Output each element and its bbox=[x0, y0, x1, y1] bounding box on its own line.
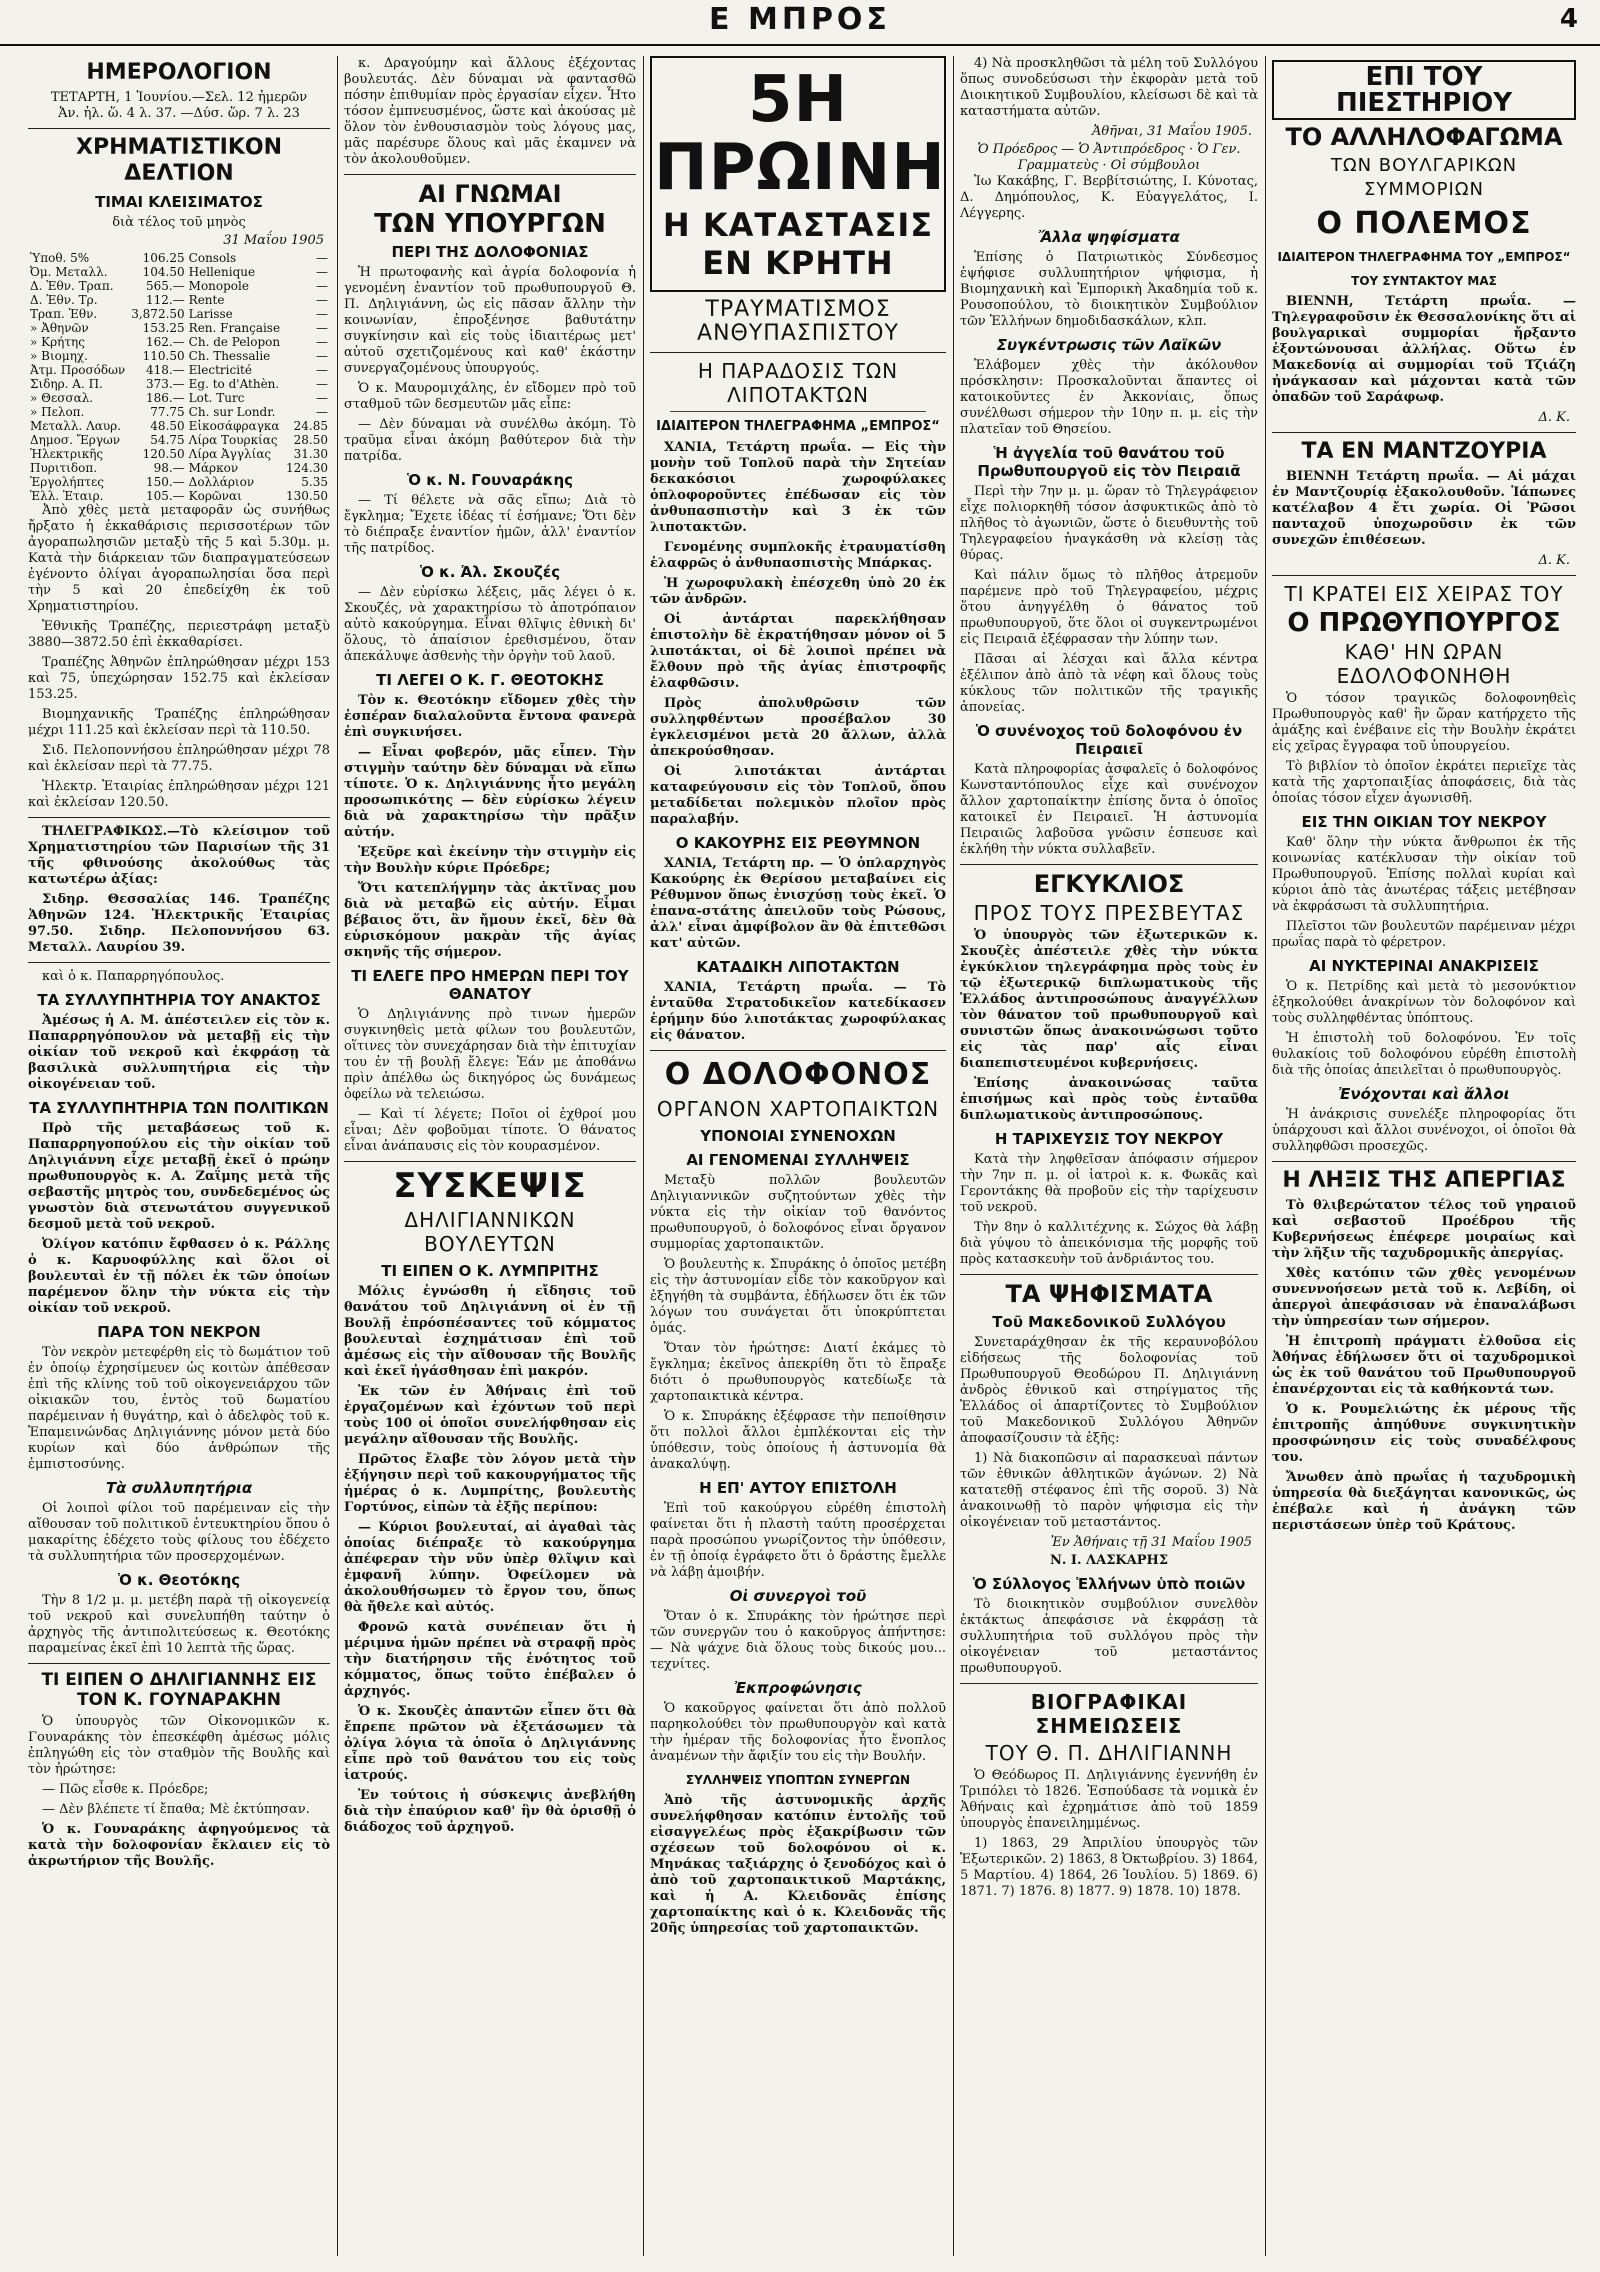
section-heading: ΣΥΛΛΗΨΕΙΣ ΥΠΟΠΤΩΝ ΣΥΝΕΡΓΩΝ bbox=[685, 1773, 911, 1787]
rate-name: Δημοσ. Ἔργων bbox=[30, 433, 121, 447]
section-subheading: ΤΩΝ ΒΟΥΛΓΑΡΙΚΩΝ ΣΥΜΜΟΡΙΩΝ bbox=[1330, 155, 1518, 200]
paragraph: — Δὲν εὑρίσκω λέξεις, μᾶς λέγει ὁ κ. Σκουζές, νὰ χαρακτηρίσω τὸ ἀποτρόπαιον αὐτὸ κακούργημα. Εἶναι θλῖψις ἐθνικὴ δι' ὅλους, τὸ ἀπαίσιον ἐρεθισμένου, ὅταν ἀπεκάλυψε ἀσθενὴς τὴν ὀργὴν τοῦ λαοῦ. bbox=[344, 585, 636, 664]
masthead bbox=[0, 0, 1600, 46]
section-heading: ΚΑΤΑΔΙΚΗ ΛΙΠΟΤΑΚΤΩΝ bbox=[696, 958, 900, 976]
telegram-label: ΤΟΥ ΣΥΝΤΑΚΤΟΥ ΜΑΣ bbox=[1351, 274, 1497, 288]
section-subheading: ΔΗΛΙΓΙΑΝΝΙΚΩΝ ΒΟΥΛΕΥΤΩΝ bbox=[404, 1208, 576, 1256]
rate-value: 105.— bbox=[145, 489, 185, 503]
paragraph: Ὁ κ. Σκουζὲς ἀπαντῶν εἶπεν ὅτι θὰ ἔπρεπε πρῶτον νὰ ἐξετάσωμεν τὰ ὀλίγα λόγια τὰ ὁποῖα ὁ Δηλιγιάννης εἶπε πρὸ τοῦ θανάτου του εἰς τοὺς ἰατρούς. bbox=[344, 1704, 636, 1783]
section-heading: Ἄλλα ψηφίσματα bbox=[1038, 228, 1180, 246]
paragraph: 4) Νὰ προσκληθῶσι τὰ μέλη τοῦ Συλλόγου ὅπως συνοδεύσωσι τὴν ἐκφορὰν μετὰ τοῦ Διοικητικοῦ Συμβουλίου, κλείσωσι δὲ καὶ τὰ καταστήματα αὐτῶν. bbox=[960, 56, 1258, 119]
paragraph: Οἱ λιποτάκται ἀντάρται καταφεύγουσιν εἰς τὸν Τοπλοῦ, ὅπου μεταδίδεται πολεμικὸν πλοῖον πρὸς παραλαβήν. bbox=[650, 764, 946, 827]
rate-row bbox=[28, 363, 330, 377]
section-heading: ΣΥΣΚΕΨΙΣ bbox=[393, 1166, 587, 1206]
rate-value: — bbox=[316, 307, 328, 321]
rate-row bbox=[28, 293, 330, 307]
column-3 bbox=[650, 56, 946, 2256]
paragraph: Ὁ τόσον τραγικῶς δολοφονηθεὶς Πρωθυπουργὸς καθ' ἣν ὥραν κατήρχετο τῆς ἁμάξης καὶ ἐνέβαινε εἰς τὴν Βουλὴν ἐκράτει εἰς χεῖρας ἔγγραφα τοῦ ὑπουργείου. bbox=[1272, 691, 1576, 754]
section-banner: ΕΠΙ ΤΟΥ ΠΙΕΣΤΗΡΙΟΥ bbox=[1272, 60, 1576, 120]
rate-name: Ἠλεκτρικῆς bbox=[30, 447, 104, 461]
paragraph: Ὁ Δηλιγιάννης πρὸ τινων ἡμερῶν συγκινηθεὶς μετὰ φίλων του βουλευτῶν, οἵτινες τὸν συνεχάρησαν διὰ τὴν ἐπιτυχίαν του ἐν τῇ βουλῇ ἔλεγε: Ἐάν με ἀποθάνω πρὶν ἀπέλθω ὡς δικηγόρος ὡς δυνάμεως ὀφείλω νὰ τελειώσω. bbox=[344, 1007, 636, 1102]
headline-main: 5Η ΠΡΩΙΝΗ bbox=[654, 63, 946, 205]
column-1 bbox=[28, 56, 330, 2256]
section-heading: ΑΙ ΝΥΚΤΕΡΙΝΑΙ ΑΝΑΚΡΙΣΕΙΣ bbox=[1309, 957, 1539, 975]
rate-row bbox=[28, 419, 330, 433]
section-heading: Η ΤΑΡΙΧΕΥΣΙΣ ΤΟΥ ΝΕΚΡΟΥ bbox=[994, 1130, 1224, 1148]
rate-name: Ἐργολήπτες bbox=[30, 475, 104, 489]
rate-value: — bbox=[316, 405, 328, 419]
section-subheading: ΤΙ ΕΙΠΕΝ Ο Κ. ΛΥΜΠΡΙΤΗΣ bbox=[381, 1262, 599, 1280]
rate-value: 98.— bbox=[153, 461, 185, 475]
divider bbox=[1272, 432, 1576, 433]
paragraph: Ὁ ὑπουργὸς τῶν ἐξωτερικῶν κ. Σκουζὲς ἀπέστειλε χθὲς τὴν νύκτα ἐγκύκλιον τηλεγράφημα πρὸς τοὺς ἐν τῷ ἐξωτερικῷ διπλωματικοὺς τῆς Ἑλλάδος ἀντιπροσώπους ἀναγγέλλων τὸν θάνατον τοῦ πρωθυπουργοῦ καὶ συνιστῶν ὅπως ἀνακοινώσωσι τοῦτο εἰς τὰς παρ' αἷς εἶναι διαπεπιστευμένοι κυβερνήσεις. bbox=[960, 928, 1258, 1071]
section-heading: Ὁ κ. Ἀλ. Σκουζές bbox=[419, 563, 561, 581]
paragraph: 1) Νὰ διακοπῶσιν αἱ παρασκευαὶ πάντων τῶν ἐθνικῶν ἀθλητικῶν ἀγώνων. 2) Νὰ κατατεθῇ στέφανος ἐπὶ τῆς σοροῦ. 3) Νὰ ἀνακοινωθῇ τὸ παρὸν ψήφισμα εἰς τὴν οἰκογένειαν τοῦ μεταστάντος. bbox=[960, 1451, 1258, 1530]
rate-value: 112.— bbox=[145, 293, 185, 307]
section-heading: Ο ΚΑΚΟΥΡΗΣ ΕΙΣ ΡΕΘΥΜΝΟΝ bbox=[675, 834, 921, 852]
paragraph: Ἐπίσης ὁ Πατριωτικὸς Σύνδεσμος ἐψήφισε συλλυπητήριον ψήφισμα, ἡ Βιομηχανικὴ καὶ Ἐμπορικὴ Ἀκαδημία τοῦ κ. Ρουσοπούλου, τὸ διοικητικὸν Συμβούλιον τῶν Ἑλλήνων δημοδιδασκάλων, κλπ. bbox=[960, 250, 1258, 329]
newspaper-title: Ε ΜΠΡΟΣ bbox=[709, 2, 891, 37]
rate-row bbox=[28, 335, 330, 349]
rate-value: — bbox=[316, 251, 328, 265]
paragraph: Ἐπίσης ἀνακοινώσας ταῦτα ἐπισήμως καὶ πρὸς τοὺς ἐνταῦθα διπλωματικοὺς ἀντιπροσώπους. bbox=[960, 1076, 1258, 1123]
rate-row bbox=[28, 475, 330, 489]
divider bbox=[28, 962, 330, 963]
section-heading: Ο ΔΟΛΟΦΟΝΟΣ bbox=[664, 1057, 932, 1092]
paragraph: Οἱ λοιποὶ φίλοι τοῦ παρέμειναν εἰς τὴν αἴθουσαν τοῦ πολιτικοῦ ἐντευκτηρίου ὅπου ὁ μακαρίτης ἐδέχετο τοὺς φίλους του ἐδέχετο τὰ συλλυπητήρια τῶν προσερχομένων. bbox=[28, 1501, 330, 1564]
section-heading: Η ΛΗΞΙΣ ΤΗΣ ΑΠΕΡΓΙΑΣ bbox=[1282, 1168, 1566, 1193]
rate-name: Larisse bbox=[188, 307, 233, 321]
paragraph: Ὁ κ. Ρουμελιώτης ἐκ μέρους τῆς ἐπιτροπῆς ἀπηύθυνε συγκινητικὴν προσφώνησιν εἰς τοὺς συναδέλφους του. bbox=[1272, 1402, 1576, 1465]
section-subheading: ΥΠΟΝΟΙΑΙ ΣΥΝΕΝΟΧΩΝ bbox=[700, 1127, 896, 1145]
paragraph: — Δὲν βλέπετε τί ἔπαθα; Μὲ ἐκτύπησαν. bbox=[42, 1802, 310, 1817]
paragraph: Ἀπὸ τῆς ἀστυνομικῆς ἀρχῆς συνελήφθησαν κατόπιν ἐντολῆς τοῦ εἰσαγγελέως πρὸς ἐξακρίβωσιν τῶν σχέσεων τοῦ δολοφόνου οἱ κ. Μηνάκας ταξιάρχης ὁ ξενοδόχος καὶ ὁ ἀπὸ τοῦ χαρτοπαικτικοῦ Μαρτάκης, καὶ ἡ Α. Κλειδονᾶς ἐπίσης χαρτοπαίκτης καὶ ὁ κ. Κλειδονᾶς τῆς 20ῆς ὑπηρεσίας τοῦ χαρτοπαικτῶν. bbox=[650, 1793, 946, 1936]
paragraph: Ἡ ἐπιστολὴ τοῦ δολοφόνου. Ἐν τοῖς θυλακίοις τοῦ δολοφόνου εὑρέθη ἐπιστολὴ διὰ τῆς ὁποίας ἀπειλεῖται ὁ πρωθυπουργὸς. bbox=[1272, 1031, 1576, 1078]
paragraph: Ὁ κ. Μαυρομιχάλης, ἐν εἴδομεν πρὸ τοῦ σταθμοῦ τῶν δεσμευτῶν μᾶς εἶπε: bbox=[344, 381, 636, 412]
rate-row bbox=[28, 265, 330, 279]
rate-name: Λίρα Ἀγγλίας bbox=[188, 447, 272, 461]
section-heading: ΕΙΣ ΤΗΝ ΟΙΚΙΑΝ ΤΟΥ ΝΕΚΡΟΥ bbox=[1301, 813, 1547, 831]
paragraph: Ἡ ἀνάκρισις συνελέξε πληροφορίας ὅτι ὑπάρχουσι καὶ ἄλλοι συνένοχοι, οἱ ὁποῖοι θὰ συλληφθῶσι προσεχῶς. bbox=[1272, 1107, 1576, 1154]
section-subheading: ΠΡΟΣ ΤΟΥΣ ΠΡΕΣΒΕΥΤΑΣ bbox=[973, 901, 1245, 925]
divider bbox=[650, 352, 946, 353]
paragraph: Πλεῖστοι τῶν βουλευτῶν παρέμειναν μέχρι πρωΐας παρὰ τὸ φέρετρον. bbox=[1272, 919, 1576, 950]
rate-value: — bbox=[316, 265, 328, 279]
rate-value: — bbox=[316, 321, 328, 335]
rate-row bbox=[28, 349, 330, 363]
paragraph: Ὁ Θεόδωρος Π. Δηλιγιάννης ἐγεννήθη ἐν Τριπόλει τὸ 1826. Ἐσπούδασε τὰ νομικὰ ἐν Ἀθήναις καὶ ἐχρημάτισε ἀπὸ τοῦ 1859 ὑπουργὸς ἐπανειλημμένως. bbox=[960, 1768, 1258, 1831]
rate-name: Ὑποθ. 5% bbox=[30, 251, 90, 265]
page-number: 4 bbox=[1559, 4, 1578, 34]
rate-value: — bbox=[316, 293, 328, 307]
section-heading: Τὰ συλλυπητήρια bbox=[105, 1479, 253, 1497]
paragraph: Πρῶτος ἔλαβε τὸν λόγον μετὰ τὴν ἐξήγησιν περὶ τοῦ κακουργήματος τῆς ἡμέρας ὁ κ. Λυμπρίτης, βουλευτὴς Γορτύνος, εἰπὼν τὰ ἐξῆς περίπου: bbox=[344, 1452, 636, 1515]
section-subheading: Τοῦ Μακεδονικοῦ Συλλόγου bbox=[992, 1313, 1226, 1331]
rate-name: Lot. Turc bbox=[188, 391, 245, 405]
paragraph: Ὅταν τὸν ἠρώτησε: Διατί ἐκάμες τὸ ἔγκλημα; ἐκεῖνος ἀπεκρίθη ὅτι τὸ ἔπραξε διότι ὁ πρωθυπουργὸς κατεδίωξε τὰ χαρτοπαικτικὰ κέντρα. bbox=[650, 1341, 946, 1404]
paragraph: Κατὰ πληροφορίας ἀσφαλεῖς ὁ δολοφόνος Κωνσταντόπουλος εἶχε καὶ συνένοχον ἄλλον χαρτοπαίκτην ἐπίσης ὄντα ὁ ὁποῖος κατοικεῖ ἐν Πειραιεῖ. Ἡ ἀστυνομία Πειραιῶς λαβοῦσα γνῶσιν ἐσπευσε καὶ ἐκλήθη τὴν νύκτα συλλαβεῖν. bbox=[960, 762, 1258, 857]
finance-subtitle-2: διὰ τέλος τοῦ μηνὸς bbox=[112, 215, 246, 230]
rate-value: 106.25 bbox=[142, 251, 185, 265]
rate-name: Ch. Thessalie bbox=[188, 349, 271, 363]
divider bbox=[960, 1683, 1258, 1684]
rate-value: 54.75 bbox=[150, 433, 185, 447]
rate-value: — bbox=[316, 335, 328, 349]
rate-name: Consols bbox=[188, 251, 237, 265]
paragraph: Γενομένης συμπλοκῆς ἐτραυματίσθη ἐλαφρῶς ὁ ἀνθυπασπιστὴς Μπάρκας. bbox=[650, 540, 946, 571]
rate-name: Ch. de Pelopon bbox=[188, 335, 281, 349]
rate-name: Εἰκοσάφραγκα bbox=[188, 419, 280, 433]
lead-story-heading bbox=[650, 56, 946, 292]
rate-name: Rente bbox=[188, 293, 225, 307]
rate-name: Ren. Française bbox=[188, 321, 281, 335]
section-heading: Ο ΠΡΩΘΥΠΟΥΡΓΟΣ bbox=[1287, 608, 1561, 638]
rate-name: Δολλάριον bbox=[188, 475, 255, 489]
section-heading: Ὁ κ. Θεοτόκης bbox=[117, 1571, 241, 1589]
paragraph: Ἐθνικῆς Τραπέζης, περιεστράφη μεταξὺ 3880—3872.50 ἐπὶ ἐκκαθαρίσει. bbox=[28, 619, 330, 650]
byline: Δ. Κ. bbox=[1538, 553, 1570, 568]
paragraph: ΒΙΕΝΝΗ Τετάρτη πρωΐα. — Αἱ μάχαι ἐν Μαντζουρίᾳ ἐξακολουθοῦν. Ἱάπωνες κατέλαβον 4 ἔτι χωρία. Οἱ Ῥῶσοι πανταχοῦ ὑποχωροῦσιν ἐκ τῶν συνεχῶν ἐπιθέσεων. bbox=[1272, 469, 1576, 548]
section-heading: ΑΙ ΓΝΩΜΑΙ bbox=[418, 180, 562, 208]
rate-name: » Πελοπ. bbox=[30, 405, 85, 419]
divider bbox=[960, 1274, 1258, 1275]
paragraph: Ὁ ὑπουργὸς τῶν Οἰκονομικῶν κ. Γουναράκης τὸν ἐπεσκέφθη ἀμέσως μόλις ἐπληγώθη εἰς τὸν σταθμὸν τῆς Βουλῆς καὶ τὸν ἠρώτησε: bbox=[28, 1714, 330, 1777]
column-4 bbox=[960, 56, 1258, 2256]
paragraph: Περὶ τὴν 7ην μ. μ. ὥραν τὸ Τηλεγράφειον εἶχε πολιορκηθῆ τόσον ἀσφυκτικῶς ἀπὸ τὸ πλῆθος τὸ ἀγωνιῶν, ὥστε ὁ διευθυντὴς τοῦ Τηλεγραφείου ἠναγκάσθη νὰ κλείσῃ τὰς θύρας. bbox=[960, 484, 1258, 563]
paragraph: — Εἶναι φοβερόν, μᾶς εἶπεν. Τὴν στιγμὴν ταύτην δὲν δύναμαι νὰ εἴπω τίποτε. Ὁ κ. Δηλιγιάννης ἦτο μεγάλη προσωπικότης — δὲν εὑρίσκω λέγειν διὰ νὰ χαρακτηρίσω τὴν πρᾶξιν αὐτήν. bbox=[344, 745, 636, 840]
telegraph-body: Σιδηρ. Θεσσαλίας 146. Τραπέζης Ἀθηνῶν 124. Ἠλεκτρικῆς Ἐταιρίας 97.50. Σιδηρ. Πελοποννήσου 63. Μεταλλ. Λαυρίου 39. bbox=[28, 892, 330, 955]
section-heading: ΤΩΝ ΥΠΟΥΡΓΩΝ bbox=[374, 209, 606, 239]
section-heading: ΤΑ ΣΥΛΛΥΠΗΤΗΡΙΑ ΤΟΥ ΑΝΑΚΤΟΣ bbox=[37, 991, 321, 1009]
divider bbox=[28, 128, 330, 129]
headline-sub: Η ΠΑΡΑΔΟΣΙΣ ΤΩΝ ΛΙΠΟΤΑΚΤΩΝ bbox=[697, 359, 899, 407]
paragraph: ΧΑΝΙΑ, Τετάρτη πρωΐα. — Εἰς τὴν μονὴν τοῦ Τοπλοῦ παρὰ τὴν Σητείαν δεκακόσιοι χωροφύλακες ὁπλοφοροῦντες ἐπέδωσαν εἰς τὸν ἀνθυπασπιστὴν καὶ 3 ἐκ τῶν λιποτακτῶν. bbox=[650, 440, 946, 535]
section-heading: ΠΑΡΑ ΤΟΝ ΝΕΚΡΟΝ bbox=[97, 1323, 261, 1341]
divider bbox=[344, 174, 636, 175]
paragraph: Ἀπὸ χθὲς μετὰ μεταφορᾶν ὡς συνήθως ἤρξατο ἡ ἐκκαθάρισις περισσοτέρων τῶν ἀγοραπωλησιῶν μεταξὺ τῆς 5 καὶ 5.30μ. μ. Κατὰ τὴν διάρκειαν τῶν διαπραγματεύσεων ἐγένοντο ὀλίγαι ἀγοραπωλησίαι ὅσα περὶ τὴν 5 καὶ 20 ἐπεδείχθη ἐκ τοῦ Χρηματιστηρίου. bbox=[28, 503, 330, 614]
paragraph: Βιομηχανικῆς Τραπέζης ἐπληρώθησαν μέχρι 111.25 καὶ ἐκλείσαν περὶ τὰ 110.50. bbox=[28, 707, 330, 738]
section-heading: ΤΑ ΨΗΦΙΣΜΑΤΑ bbox=[1005, 1280, 1213, 1308]
paragraph: καὶ ὁ κ. Παπαρρηγόπουλος. bbox=[42, 969, 225, 984]
paragraph: Πρὸς ἀπολυθρῶσιν τῶν συλληφθέντων προσέβαλον 30 ἐγκλεισμένοι μετὰ 20 ἄλλων, ἀλλὰ ἀπεκρούσθησαν. bbox=[650, 696, 946, 759]
divider bbox=[28, 817, 330, 818]
paragraph: Τὸ βιβλίον τὸ ὁποῖον ἐκράτει περιεῖχε τὰς κατὰ τῆς χαρτοπαιξίας ἀποφάσεις, διὰ τὰς ὁποίας τόσον εἶχεν ἀγωνισθῆ. bbox=[1272, 759, 1576, 806]
signature: Ν. Ι. ΛΑΣΚΑΡΗΣ bbox=[1049, 1553, 1169, 1568]
dateline: Ἐν Ἀθήναις τῇ 31 Μαΐου 1905 bbox=[1050, 1535, 1252, 1550]
rate-name: Τραπ. Ἐθν. bbox=[30, 307, 98, 321]
rate-value: — bbox=[316, 279, 328, 293]
paragraph: Ἀμέσως ἡ Α. Μ. ἀπέστειλεν εἰς τὸν κ. Παπαρρηγόπουλον νὰ μεταβῇ εἰς τὴν οἰκίαν τοῦ νεκροῦ καὶ ἐκφράσῃ τὰ βασιλικὰ συλλυπητήρια εἰς τὴν οἰκογένειαν τοῦ. bbox=[28, 1013, 330, 1092]
paragraph: Ὁ κακοῦργος φαίνεται ὅτι ἀπὸ πολλοῦ παρηκολούθει τὸν πρωθυπουργὸν καὶ κατὰ τὴν ἡμέραν τῆς δολοφονίας ἦτο ἔνοπλος ἀναμένων τὴν ἄφιξίν του εἰς τὴν Βουλήν. bbox=[650, 1701, 946, 1764]
paragraph: 1) 1863, 29 Ἀπριλίου ὑπουργὸς τῶν Ἐξωτερικῶν. 2) 1863, 8 Ὀκτωβρίου. 3) 1864, 5 Μαρτίου. 4) 1864, 26 Ἰουλίου. 5) 1869. 6) 1871. 7) 1876. 8) 1877. 9) 1878. 10) 1878. bbox=[960, 1836, 1258, 1899]
section-heading: Ὁ συνένοχος τοῦ δολοφόνου ἐν Πειραιεῖ bbox=[975, 722, 1243, 758]
finance-date: 31 Μαΐου 1905 bbox=[223, 233, 324, 248]
paragraph: Ὅταν ὁ κ. Σπυράκης τὸν ἠρώτησε περὶ τῶν συνεργῶν του ὁ κακοῦργος ἀπήντησε: — Νὰ ψάχνε διὰ ὅλους τοὺς δικούς μου... τεχνίτες. bbox=[650, 1609, 946, 1672]
rate-row bbox=[28, 489, 330, 503]
rate-value: 3,872.50 bbox=[131, 307, 185, 321]
rate-row bbox=[28, 377, 330, 391]
column-rule bbox=[953, 56, 954, 2256]
headline-sub: ΤΡΑΥΜΑΤΙΣΜΟΣ ΑΝΘΥΠΑΣΠΙΣΤΟΥ bbox=[697, 297, 899, 346]
paragraph: Ἄνωθεν ἀπὸ πρωΐας ἡ ταχυδρομικὴ ὑπηρεσία θὰ διεξάγηται κανονικῶς, ὡς ἐπέβαλε καὶ ἡ ἀνάγκη τῶν περιστάσεων ὑπὲρ τοῦ Κράτους. bbox=[1272, 1470, 1576, 1533]
rate-name: Μεταλλ. Λαυρ. bbox=[30, 419, 122, 433]
rate-row bbox=[28, 251, 330, 265]
column-rule bbox=[643, 56, 644, 2256]
rates-table bbox=[28, 251, 330, 503]
rate-name: Δ. Ἐθν. Τραπ. bbox=[30, 279, 114, 293]
dateline: Ἀθῆναι, 31 Μαΐου 1905. bbox=[1092, 124, 1252, 139]
section-heading: ΤΙ ΚΡΑΤΕΙ ΕΙΣ ΧΕΙΡΑΣ ΤΟΥ bbox=[1284, 582, 1564, 606]
paragraph: — Δὲν δύναμαι νὰ συνέλθω ἀκόμη. Τὸ τραῦμα εἶναι ἀκόμη βαθύτερον διὰ τὴν πατρίδα. bbox=[344, 417, 636, 464]
column-5 bbox=[1272, 56, 1576, 2256]
rate-name: Πυριτιδοπ. bbox=[30, 461, 98, 475]
headline: Η ΚΑΤΑΣΤΑΣΙΣ ΕΝ ΚΡΗΤΗ bbox=[662, 206, 934, 282]
rate-value: 5.35 bbox=[301, 475, 328, 489]
rate-name: Monopole bbox=[188, 279, 249, 293]
paragraph: Καὶ πάλιν ὅμως τὸ πλῆθος ἀτρεμοῦν παρέμενε πρὸ τοῦ Τηλεγραφείου, μέχρις ὅτου ἀνηγγέλθη ὁ θάνατος τοῦ πρωθυπουργοῦ, ὅτε ὅλοι οἱ συγκεντρωμένοι εἰς Πειραιᾶ ἐξέφρασαν τὴν λύπην των. bbox=[960, 568, 1258, 647]
paragraph: Χθὲς κατόπιν τῶν χθὲς γενομένων συνεννοήσεων μετὰ τοῦ κ. Λεβίδη, οἱ ἀπεργοὶ ἀπεφάσισαν νὰ ἐπαναλάβωσι τὴν ὑπηρεσίαν των σήμερον. bbox=[1272, 1266, 1576, 1329]
section-subheading: ΠΕΡΙ ΤΗΣ ΔΟΛΟΦΟΝΙΑΣ bbox=[391, 243, 589, 261]
rate-value: 104.50 bbox=[142, 265, 185, 279]
rate-value: 28.50 bbox=[293, 433, 328, 447]
telegram-label: ΙΔΙΑΙΤΕΡΟΝ ΤΗΛΕΓΡΑΦΗΜΑ „ΕΜΠΡΟΣ“ bbox=[656, 419, 940, 434]
paragraph: Καθ' ὅλην τὴν νύκτα ἄνθρωποι ἐκ τῆς κοινωνίας κατέκλυσαν τὴν οἰκίαν τοῦ Πρωθυπουργοῦ. Ἐπίσης πολλαὶ κυρίαι καὶ κύριοι ἀπὸ τὰς ἀνωτέρας τάξεις μετέβησαν νὰ ἐκφράσωσι τὰ συλλυπητήρια. bbox=[1272, 835, 1576, 914]
paragraph: Φρονῶ κατὰ συνέπειαν ὅτι ἡ μέριμνα ἡμῶν πρέπει νὰ στραφῇ πρὸς τὴν διατήρησιν τῆς ἑνότητος τοῦ κόμματος, ὅπως τοῦτο ἐπέβαλεν ὁ ἀρχηγός. bbox=[344, 1620, 636, 1699]
paragraph: Μεταξὺ πολλῶν βουλευτῶν Δηλιγιαννικῶν συζητούντων χθὲς τὴν νύκτα εἰς τὴν οἰκίαν τοῦ θανόντος πρωθυπουργοῦ, ὁ δολοφόνος εἶναι ὄργανον συμμορίας χαρτοπαικτῶν. bbox=[650, 1173, 946, 1252]
paragraph: Συνεταράχθησαν ἐκ τῆς κεραυνοβόλου εἰδήσεως τῆς δολοφονίας τοῦ Πρωθυπουργοῦ Θεοδώρου Π. Δηλιγιάννη ἀνδρὸς ἐθνικοῦ καὶ στηρίγματος τῆς Ἑλλάδος οἱ ἀπαρτίζοντες τὸ Συμβούλιον τοῦ Μακεδονικοῦ Συλλόγου Ἀθηνῶν ἀποφασίζουσιν τὰ ἑξῆς: bbox=[960, 1335, 1258, 1446]
rate-name: Ch. sur Londr. bbox=[188, 405, 276, 419]
paragraph: Ὁ κ. Γουναράκης ἀφηγούμενος τὰ κατὰ τὴν δολοφονίαν ἔκλαιεν εἰς τὸ ἀκρωτήριον τῆς Βουλῆς. bbox=[28, 1822, 330, 1869]
rate-row bbox=[28, 279, 330, 293]
column-2 bbox=[344, 56, 636, 2256]
rate-row bbox=[28, 447, 330, 461]
rate-row bbox=[28, 321, 330, 335]
column-rule bbox=[337, 56, 338, 2256]
rate-name: Electricité bbox=[188, 363, 252, 377]
paragraph: Πρὸ τῆς μεταβάσεως τοῦ κ. Παπαρρηγοπούλου εἰς τὴν οἰκίαν τοῦ Δηλιγιάννη εἶχε μεταβῇ ἐκεῖ ὁ πρώην πρωθυπουργὸς κ. Α. Ζαΐμης μετὰ τῆς σεβαστῆς μητρὸς του, συνδεδεμένος ὡς γνωστὸν διὰ στενωτάτου συγγενικοῦ δεσμοῦ μετὰ τοῦ νεκροῦ. bbox=[28, 1121, 330, 1232]
rate-value: 418.— bbox=[145, 363, 185, 377]
paragraph: Ἠλεκτρ. Ἐταιρίας ἐπληρώθησαν μέχρι 121 καὶ ἐκλείσαν 120.50. bbox=[28, 779, 330, 810]
rate-value: 373.— bbox=[145, 377, 185, 391]
rate-value: 162.— bbox=[145, 335, 185, 349]
rate-value: — bbox=[316, 391, 328, 405]
paragraph: κ. Δραγούμην καὶ ἄλλους ἐξέχοντας βουλευτάς. Δὲν δύναμαι νὰ φαντασθῶ πόσην ἐπιθυμίαν πρὸς ἐργασίαν εἶχεν. Ἦτο τόσον ἐμπνευσμένος, ὥστε καὶ ἀκούσας μὲ ὅλον τὸν ἐνθουσιασμὸν τοὺς λόγους μας, μᾶς παρέσυρε ὅλους καὶ μᾶς ἐκαμνεν νὰ τὸν ἀκολουθοῦμεν. bbox=[344, 56, 636, 167]
byline: Δ. Κ. bbox=[1538, 410, 1570, 425]
divider bbox=[28, 1663, 330, 1664]
paragraph: — Πῶς εἶσθε κ. Πρόεδρε; bbox=[42, 1782, 209, 1797]
paragraph: ΧΑΝΙΑ, Τετάρτη πρωΐα. — Τὸ ἐνταῦθα Στρατοδικεῖον κατεδίκασεν ἐρήμην δύο λιποτάκτας χωροφύλακας εἰς θάνατον. bbox=[650, 980, 946, 1043]
rate-name: Eg. to d'Athèn. bbox=[188, 377, 280, 391]
calendar-title: ΗΜΕΡΟΛΟΓΙΟΝ bbox=[86, 60, 272, 85]
rate-value: — bbox=[316, 377, 328, 391]
paragraph: ΧΑΝΙΑ, Τετάρτη πρ. — Ὁ ὁπλαρχηγὸς Κακούρης ἐκ Θερίσου μεταβαίνει εἰς Ρέθυμνον ὅπως ἐνισχύσῃ τοὺς ἐκεῖ. Ὁ ἐπανα-στάτης ἀπειλοῦν τοὺς Ρώσους, ἀλλ' εἶναι ἀμφίβολον ἂν θὰ ἐπιτεθῶσι κατ' αὐτῶν. bbox=[650, 856, 946, 951]
section-heading: Ἡ ἀγγελία τοῦ θανάτου τοῦ Πρωθυπουργοῦ εἰς τὸν Πειραιᾶ bbox=[977, 444, 1241, 480]
rate-row bbox=[28, 391, 330, 405]
divider bbox=[344, 1161, 636, 1162]
divider bbox=[1272, 1161, 1576, 1162]
paragraph: Ἡ ἐπιτροπὴ πράγματι ἐλθοῦσα εἰς Ἀθήνας ἐδήλωσεν ὅτι οἱ ταχυδρομικοὶ ὡς ἐκ τοῦ θανάτου τοῦ Πρωθυπουργοῦ ἐπανέρχονται εἰς τὰ καθήκοντά των. bbox=[1272, 1334, 1576, 1397]
section-heading: ΤΙ ΕΙΠΕΝ Ο ΔΗΛΙΓΙΑΝΝΗΣ ΕΙΣ ΤΟΝ Κ. ΓΟΥΝΑΡΑΚΗΝ bbox=[41, 1670, 317, 1710]
paragraph: Ὀλίγον κατόπιν ἔφθασεν ὁ κ. Ράλλης ὁ κ. Καρυοφύλλης καὶ ὅλοι οἱ βουλευταὶ ἐν τῇ πόλει ἐκ τῶν ὁποίων παρέμενον ὅλην τὴν νύκτα εἰς τὴν οἰκίαν τοῦ νεκροῦ. bbox=[28, 1237, 330, 1316]
rate-name: Κορῶναι bbox=[188, 489, 242, 503]
rate-value: 77.75 bbox=[150, 405, 185, 419]
paragraph: Ἐξεῦρε καὶ ἐκείνην τὴν στιγμὴν εἰς τὴν Βουλὴν κύριε Πρόεδρε; bbox=[344, 845, 636, 876]
calendar-line: ΤΕΤΑΡΤΗ, 1 Ἰουνίου.—Σελ. 12 ἡμερῶν bbox=[50, 90, 308, 105]
section-heading: ΤΟ ΑΛΛΗΛΟΦΑΓΩΜΑ bbox=[1285, 123, 1563, 151]
paragraph: Ἡ χωροφυλακὴ ἐπέσχεθη ὑπὸ 20 ἐκ τῶν ἀνδρῶν. bbox=[650, 576, 946, 607]
paragraph: Ὁ κ. Σπυράκης ἐξέφρασε τὴν πεποίθησιν ὅτι πολλοὶ ἄλλοι ἐμπλέκονται εἰς τὴν ὑπόθεσιν, τοὺς ὁποίους ἡ ἀστυνομία θὰ ἀνακαλύψῃ. bbox=[650, 1409, 946, 1472]
rate-name: Ὀμ. Μεταλλ. bbox=[30, 265, 108, 279]
rate-row bbox=[28, 405, 330, 419]
rate-name: Hellenique bbox=[188, 265, 256, 279]
paragraph: Τραπέζης Ἀθηνῶν ἐπληρώθησαν μέχρι 153 καὶ 75, ὑπεχώρησαν 152.75 καὶ ἐκλείσαν 153.25. bbox=[28, 655, 330, 702]
section-heading: ΤΙ ΕΛΕΓΕ ΠΡΟ ΗΜΕΡΩΝ ΠΕΡΙ ΤΟΥ ΘΑΝΑΤΟΥ bbox=[351, 967, 629, 1003]
rate-name: Ἑλλ. Ἐταιρ. bbox=[30, 489, 104, 503]
section-heading: Ἐκπροφώνησις bbox=[734, 1679, 862, 1697]
paragraph: Ἐπὶ τοῦ κακούργου εὑρέθη ἐπιστολὴ φαίνεται ὅτι ἡ πλαστὴ ταύτη προσέρχεται παρὰ προσώπου γνωρίζοντος τὴν ὑπόθεσιν, ἐν τῇ ὁποίᾳ ἐγράφετο ὅτι ὁ δράστης ἔμελλε νὰ λάβῃ ἀμοιβήν. bbox=[650, 1501, 946, 1580]
rate-value: 150.— bbox=[145, 475, 185, 489]
section-heading: Ο ΠΟΛΕΜΟΣ bbox=[1316, 206, 1532, 241]
section-heading: Οἱ συνεργοὶ τοῦ bbox=[729, 1587, 867, 1605]
rate-value: 31.30 bbox=[293, 447, 328, 461]
column-rule bbox=[1265, 56, 1266, 2256]
rate-name: » Ἀθηνῶν bbox=[30, 321, 89, 335]
rate-value: — bbox=[316, 363, 328, 377]
signatures: Ὁ Πρόεδρος — Ὁ Ἀντιπρόεδρος · Ὁ Γεν. Γραμματεὺς · Οἱ σύμβουλοι bbox=[977, 142, 1241, 173]
rate-name: » Κρήτης bbox=[30, 335, 85, 349]
rate-value: 186.— bbox=[145, 391, 185, 405]
paragraph: — Καὶ τί λέγετε; Ποῖοι οἱ ἐχθροί μου εἶναι; Δὲν φοβοῦμαι τίποτε. Ὁ θάνατος εἶναι ἀνάπαυσις εἰς τὸν κουρασμένον. bbox=[344, 1107, 636, 1154]
rate-value: 48.50 bbox=[150, 419, 185, 433]
rate-name: » Θεσσαλ. bbox=[30, 391, 94, 405]
paragraph: Ὁ κ. Πετρίδης καὶ μετὰ τὸ μεσονύκτιον ἐξηκολούθει ἀνακρίνων τὸν δολοφόνον καὶ τοὺς συλληφθέντας ὑπόπτους. bbox=[1272, 979, 1576, 1026]
paragraph: ΒΙΕΝΝΗ, Τετάρτη πρωΐα. — Τηλεγραφοῦσιν ἐκ Θεσσαλονίκης ὅτι αἱ βουλγαρικαὶ συμμορίαι ἤρξαντο ἐξοντώνουσαι ἀλλήλας. Οὕτω ἐν Μακεδονίᾳ αἱ συμμορίαι τοῦ Τζιάζη ἠνάγκασαν καὶ μάχονται κατὰ τῶν ὀπαδῶν τοῦ Σαράφωφ. bbox=[1272, 294, 1576, 405]
divider bbox=[670, 411, 926, 412]
rate-name: Δ. Ἐθν. Τρ. bbox=[30, 293, 98, 307]
paragraph: Ὁ βουλευτὴς κ. Σπυράκης ὁ ὁποῖος μετέβη εἰς τὴν ἀστυνομίαν εἶδε τὸν κακοῦργον καὶ ἐξηγήθη τὰ συμβάντα, ἐδήλωσεν ὅτι ἐκ τῶν λόγων του συνάγεται ὅτι ὑποκρύπτεται ὁμάς. bbox=[650, 1257, 946, 1336]
divider bbox=[960, 864, 1258, 865]
rate-value: 110.50 bbox=[142, 349, 185, 363]
section-heading: ΕΓΚΥΚΛΙΟΣ bbox=[1033, 870, 1185, 898]
section-heading: Συγκέντρωσις τῶν Λαϊκῶν bbox=[996, 336, 1222, 354]
section-subheading: ΑΙ ΓΕΝΟΜΕΝΑΙ ΣΥΛΛΗΨΕΙΣ bbox=[686, 1151, 910, 1169]
paragraph: Τὴν 8 1/2 μ. μ. μετέβη παρὰ τῇ οἰκογενείᾳ τοῦ νεκροῦ καὶ συνελυπήθη ταύτην ὁ ἀρχηγὸς τῆς ἀντιπολιτεύσεως κ. Θεοτόκης παραμείνας ἐκεῖ ἐπὶ 10 λεπτὰ τῆς ὥρας. bbox=[28, 1593, 330, 1656]
section-heading: ΒΙΟΓΡΑΦΙΚΑΙ ΣΗΜΕΙΩΣΕΙΣ bbox=[1030, 1690, 1188, 1738]
telegram-label: ΙΔΙΑΙΤΕΡΟΝ ΤΗΛΕΓΡΑΦΗΜΑ ΤΟΥ „ΕΜΠΡΟΣ“ bbox=[1277, 250, 1571, 264]
paragraph: Μόλις ἐγνώσθη ἡ εἴδησις τοῦ θανάτου τοῦ Δηλιγιάννη οἱ ἐν τῇ Βουλῇ ἐπρόσπέσαντες τοῦ κόμματος βουλευταὶ ἐσχημάτισαν ἐπὶ τοῦ ἀμέσως εἰς τὴν αἴθουσαν τῆς Βουλῆς καὶ ἐκεῖ ἠγάσθησαν ἐπὶ μακρόν. bbox=[344, 1284, 636, 1379]
finance-title: ΧΡΗΜΑΤΙΣΤΙΚΟΝ ΔΕΛΤΙΟΝ bbox=[76, 135, 282, 186]
divider bbox=[1272, 575, 1576, 576]
calendar-line: Ἀν. ἡλ. ὥ. 4 λ. 37. —Δύσ. ὥρ. 7 λ. 23 bbox=[58, 106, 300, 121]
section-heading: Ὁ Σύλλογος Ἑλλήνων ὑπὸ ποιῶν bbox=[972, 1575, 1246, 1593]
paragraph: — Κύριοι βουλευταί, αἱ ἀγαθαὶ τὰς ὁποίας διέπραξε τὸ κακούργημα ἀπέφεραν τὴν νῦν ὑπὲρ θλῖψιν καὶ ἐμφανῆ λύπην. Ὀφείλομεν νὰ ἀκολουθήσωμεν τὸ ἔργον του, ὅπως θὰ ἤθελε καὶ αὐτός. bbox=[344, 1520, 636, 1615]
section-heading: ΤΑ ΕΝ ΜΑΝΤΖΟΥΡΙΑ bbox=[1301, 439, 1547, 464]
rate-name: Ἀτμ. Προσόδων bbox=[30, 363, 126, 377]
paragraph: Τὸν νεκρὸν μετεφέρθη εἰς τὸ δωμάτιον τοῦ ἐν ὁποίῳ ἐχρησίμευεν ὡς κοιτὼν ἀπέθεσαν ἐπὶ τῆς κλίνης τοῦ τοῦ οἰκογενειάρχου τῶν οἰκιακῶν του, ἐντὸς τοῦ δωματίου παρέμειναν ἡ θυγάτηρ, καὶ ὁ ἀδελφὸς τοῦ κ. Ἐπαμεινώνδας Δηλιγιάννης μόνον μετὰ δύο κυρίων καὶ δύο ἀνθρώπων τῆς ἐμπιστοσύνης. bbox=[28, 1345, 330, 1472]
rate-value: 153.25 bbox=[142, 321, 185, 335]
section-heading: Ἐνόχονται καὶ ἄλλοι bbox=[1338, 1085, 1510, 1103]
paragraph: Πᾶσαι αἱ λέσχαι καὶ ἄλλα κέντρα ἐξέλιπον ἀπὸ ἀπὸ τὰ νέφη καὶ ὅλους τοὺς κύκλους τῶν πολιτικῶν τῆς τραγικῆς ἀπονείας. bbox=[960, 652, 1258, 715]
rate-value: — bbox=[316, 349, 328, 363]
paragraph: — Τί θέλετε νὰ σᾶς εἴπω; Διὰ τὸ ἔγκλημα; Ἔχετε ἰδέας τί ἐσήμανε; Ὅτι δὲν τὸ διέπραξε ἐναντίον ἡμῶν, ἀλλ' ἐναντίον τῆς πατρίδος. bbox=[344, 493, 636, 556]
paragraph: Τὸ διοικητικὸν συμβούλιον συνελθὸν ἐκτάκτως ἀπεφάσισε νὰ ἐκφράσῃ τὰ συλλυπητήρια τοῦ συλλόγου πρὸς τὴν οἰκογένειαν τοῦ μεταστάντος πρωθυπουργοῦ. bbox=[960, 1597, 1258, 1676]
paragraph: Ἐν τούτοις ἡ σύσκεψις ἀνεβλήθη διὰ τὴν ἐπαύριον καθ' ἣν θὰ ὁρισθῇ ὁ διάδοχος τοῦ ἀρχηγοῦ. bbox=[344, 1788, 636, 1835]
paragraph: Τὸ θλιβερώτατον τέλος τοῦ γηραιοῦ καὶ σεβαστοῦ Προέδρου τῆς Κυβερνήσεως ἐπέφερε μοιραίως καὶ τὴν λῆξιν τῆς ταχυδρομικῆς ἀπεργίας. bbox=[1272, 1198, 1576, 1261]
section-subheading: ΤΟΥ Θ. Π. ΔΗΛΙΓΙΑΝΝΗ bbox=[985, 1741, 1233, 1765]
paragraph: Ἡ πρωτοφανὴς καὶ ἀγρία δολοφονία ἡ γενομένη ἐναντίον τοῦ πρωθυπουργοῦ Θ. Π. Δηλιγιάννη, ὡς εἰς πᾶσαν ἄλλην τὴν κοινωνίαν, ἐπροξένησε βαθυτάτην συγκίνησιν καὶ εἰς τοὺς ἰδιαιτέρως μετ' αὐτοῦ σχετιζομένους καὶ καθ' ἑκάστην συνεργαζομένους ὑπουργούς. bbox=[344, 265, 636, 376]
rate-value: 124.30 bbox=[286, 461, 328, 475]
paragraph: Τὸν κ. Θεοτόκην εἴδομεν χθὲς τὴν ἑσπέραν διαλαλοῦντα ἔντονα φανερὰ ἐπὶ συγκινήσει. bbox=[344, 693, 636, 740]
section-heading: ΤΙ ΛΕΓΕΙ Ο Κ. Γ. ΘΕΟΤΟΚΗΣ bbox=[376, 671, 604, 689]
rate-name: Λίρα Τουρκίας bbox=[188, 433, 278, 447]
section-subheading: ΚΑΘ' ΗΝ ΩΡΑΝ ΕΔΟΛΟΦΟΝΗΘΗ bbox=[1336, 640, 1512, 688]
paragraph: Ἰω Κακάβης, Γ. Βερβίτσιώτης, Ι. Κύνοτας, Δ. Δημόπουλος, Κ. Εὐαγγελάτος, Ι. Λέγγερης. bbox=[960, 174, 1258, 221]
paragraph: Τὴν 8ην ὁ καλλιτέχνης κ. Σώχος θὰ λάβῃ διὰ γύψου τὸ ἀπεικόνισμα τῆς μορφῆς τοῦ πρὸς κατασκευὴν τοῦ ἀνδριάντος του. bbox=[960, 1220, 1258, 1267]
rate-row bbox=[28, 433, 330, 447]
rate-name: Σιδηρ. Α. Π. bbox=[30, 377, 103, 391]
paragraph: Ἐλάβομεν χθὲς τὴν ἀκόλουθον πρόσκλησιν: Προσκαλοῦνται ἅπαντες οἱ κατοικοῦντες ἐν Ἀκκονίαις, ὅπως συνέλθωσι σήμερον τὴν 10ην π. μ. εἰς τὴν πλατεῖαν τοῦ Θησείου. bbox=[960, 358, 1258, 437]
rate-value: 565.— bbox=[145, 279, 185, 293]
divider bbox=[650, 1050, 946, 1051]
rate-value: 120.50 bbox=[142, 447, 185, 461]
section-heading: ΤΑ ΣΥΛΛΥΠΗΤΗΡΙΑ ΤΩΝ ΠΟΛΙΤΙΚΩΝ bbox=[29, 1099, 329, 1117]
finance-subtitle: ΤΙΜΑΙ ΚΛΕΙΣΙΜΑΤΟΣ bbox=[95, 193, 263, 211]
rate-row bbox=[28, 461, 330, 475]
section-heading: Ὁ κ. Ν. Γουναράκης bbox=[406, 471, 574, 489]
paragraph: Σιδ. Πελοποννήσου ἐπληρώθησαν μέχρι 78 καὶ ἐκλείσαν περὶ τὰ 77.75. bbox=[28, 743, 330, 774]
rate-name: Μάρκον bbox=[188, 461, 239, 475]
rate-row bbox=[28, 307, 330, 321]
paragraph: Ὅτι κατεπλήγμην τὰς ἀκτῖνας μου διὰ νὰ μεταβῶ εἰς αὐτήν. Εἶμαι βέβαιος ὅτι, ἂν ἤμουν ἐκεῖ, δὲν θὰ εὑρισκόμουν μακρὰν τῆς ἀγίας σκηνῆς τῆς σήμερον. bbox=[344, 881, 636, 960]
telegraph-heading: ΤΗΛΕΓΡΑΦΙΚΩΣ.—Τὸ κλείσιμον τοῦ Χρηματιστηρίου τῶν Παρισίων τῆς 31 τῆς φθινούσης ἀκολούθως τὰς κατωτέρω ἀξίας: bbox=[28, 824, 330, 887]
rate-name: » Βιομηχ. bbox=[30, 349, 88, 363]
section-subheading: ΟΡΓΑΝΟΝ ΧΑΡΤΟΠΑΙΚΤΩΝ bbox=[656, 1097, 940, 1121]
rate-value: 130.50 bbox=[286, 489, 328, 503]
section-heading: Η ΕΠ' ΑΥΤΟΥ ΕΠΙΣΤΟΛΗ bbox=[699, 1479, 897, 1497]
rate-value: 24.85 bbox=[293, 419, 328, 433]
paragraph: Κατὰ τὴν ληφθεῖσαν ἀπόφασιν σήμερον τὴν 7ην π. μ. οἱ ἰατροὶ κ. κ. Φωκᾶς καὶ Γεροντάκης θὰ προβοῦν εἰς τὴν ταρίχευσιν τοῦ νεκροῦ. bbox=[960, 1152, 1258, 1215]
paragraph: Οἱ ἀντάρται παρεκλήθησαν ἐπιστολὴν δὲ ἐκρατήθησαν μόνον οἱ 5 λιποτάκται, οἱ δὲ λοιποὶ πρέπει νὰ ἔλθουν πρὸ τῆς ἀγίας ἐπιστροφῆς ἐλαφθῶσιν. bbox=[650, 612, 946, 691]
paragraph: Ἐκ τῶν ἐν Ἀθήναις ἐπὶ τοῦ ἐργαζομένων καὶ ἐχόντων τοῦ περὶ τοὺς 100 οἱ ὁποῖοι συνελήφθησαν εἰς μεγάλην αἴθουσαν τῆς Βουλῆς. bbox=[344, 1384, 636, 1447]
